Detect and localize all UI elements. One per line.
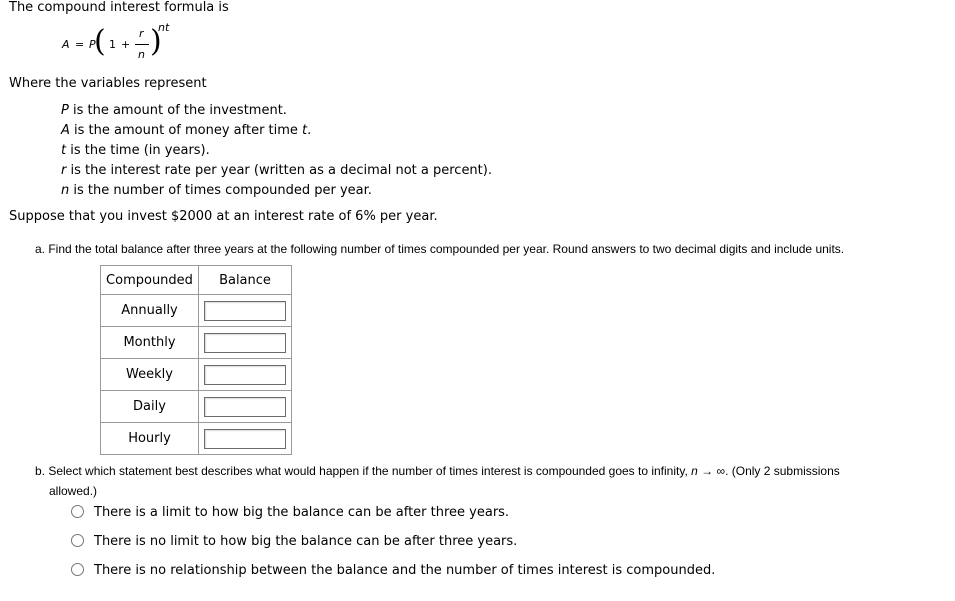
part-b-prompt-line2: allowed.) xyxy=(49,484,98,498)
arrow-icon: → xyxy=(701,464,714,478)
part-b-text-end: . (Only 2 submissions xyxy=(725,464,840,478)
fraction-bar xyxy=(135,44,149,45)
variable-line-n xyxy=(61,183,372,198)
part-a-prompt: a. Find the total balance after three years at the following number of times compounded per year. Round answers to two decimal digits and include units. xyxy=(35,242,845,256)
table-header-row xyxy=(101,266,292,295)
formula-denominator: n xyxy=(138,48,145,61)
column-header-compounded: Compounded xyxy=(101,266,199,295)
column-header-balance: Balance xyxy=(199,266,292,295)
infinity-symbol: ∞ xyxy=(716,464,726,478)
formula-one: 1 xyxy=(109,38,116,51)
left-paren: ( xyxy=(94,24,106,59)
row-label-hourly: Hourly xyxy=(101,423,199,455)
part-b-prompt xyxy=(35,464,840,478)
row-label-annually: Annually xyxy=(101,295,199,327)
formula-exponent: nt xyxy=(158,21,170,34)
part-b-n-symbol: n xyxy=(691,464,698,478)
balance-table xyxy=(100,265,292,455)
option-label-no-relationship: There is no relationship between the balance and the number of times interest is compounded. xyxy=(94,563,716,578)
formula-principal: P xyxy=(89,38,96,51)
variable-description: is the amount of the investment. xyxy=(68,103,287,118)
formula-equals: = xyxy=(75,38,85,51)
scenario-text: Suppose that you invest $2000 at an interest rate of 6% per year. xyxy=(9,209,438,224)
variable-symbol: r xyxy=(61,163,67,178)
balance-input-monthly[interactable] xyxy=(204,333,286,353)
variable-symbol: t xyxy=(61,143,67,158)
table-row xyxy=(101,295,292,327)
variable-symbol: P xyxy=(61,103,69,118)
variable-line-t xyxy=(61,143,210,158)
variables-heading: Where the variables represent xyxy=(9,76,207,91)
variable-description: is the time (in years). xyxy=(66,143,210,158)
balance-input-daily[interactable] xyxy=(204,397,286,417)
formula-numerator: r xyxy=(139,27,144,40)
row-label-weekly: Weekly xyxy=(101,359,199,391)
right-paren: ) xyxy=(150,24,162,59)
intro-text: The compound interest formula is xyxy=(9,0,229,15)
table-row xyxy=(101,359,292,391)
variable-description: is the amount of money after time xyxy=(69,123,303,138)
variable-symbol-t: t xyxy=(302,123,308,138)
formula-plus: + xyxy=(121,38,131,51)
variable-description-end: . xyxy=(307,123,312,138)
variable-line-r xyxy=(61,163,492,178)
option-label-no-limit: There is no limit to how big the balance can be after three years. xyxy=(94,534,518,549)
row-label-daily: Daily xyxy=(101,391,199,423)
table-row xyxy=(101,327,292,359)
table-row xyxy=(101,391,292,423)
balance-input-hourly[interactable] xyxy=(204,429,286,449)
row-label-monthly: Monthly xyxy=(101,327,199,359)
variable-line-p xyxy=(61,103,287,118)
variable-symbol: n xyxy=(61,183,70,198)
variable-line-a xyxy=(61,123,311,138)
variable-description: is the interest rate per year (written as a decimal not a percent). xyxy=(66,163,492,178)
variable-symbol: A xyxy=(61,123,70,138)
radio-option-limit[interactable] xyxy=(71,505,84,518)
balance-input-annually[interactable] xyxy=(204,301,286,321)
variable-description: is the number of times compounded per year. xyxy=(69,183,372,198)
option-label-limit: There is a limit to how big the balance can be after three years. xyxy=(94,505,510,520)
balance-input-weekly[interactable] xyxy=(204,365,286,385)
radio-option-no-limit[interactable] xyxy=(71,534,84,547)
radio-option-no-relationship[interactable] xyxy=(71,563,84,576)
part-b-text: b. Select which statement best describes what would happen if the number of times interest is compounded goes to infinity, xyxy=(35,464,692,478)
formula-lhs: A xyxy=(62,38,70,51)
table-row xyxy=(101,423,292,455)
